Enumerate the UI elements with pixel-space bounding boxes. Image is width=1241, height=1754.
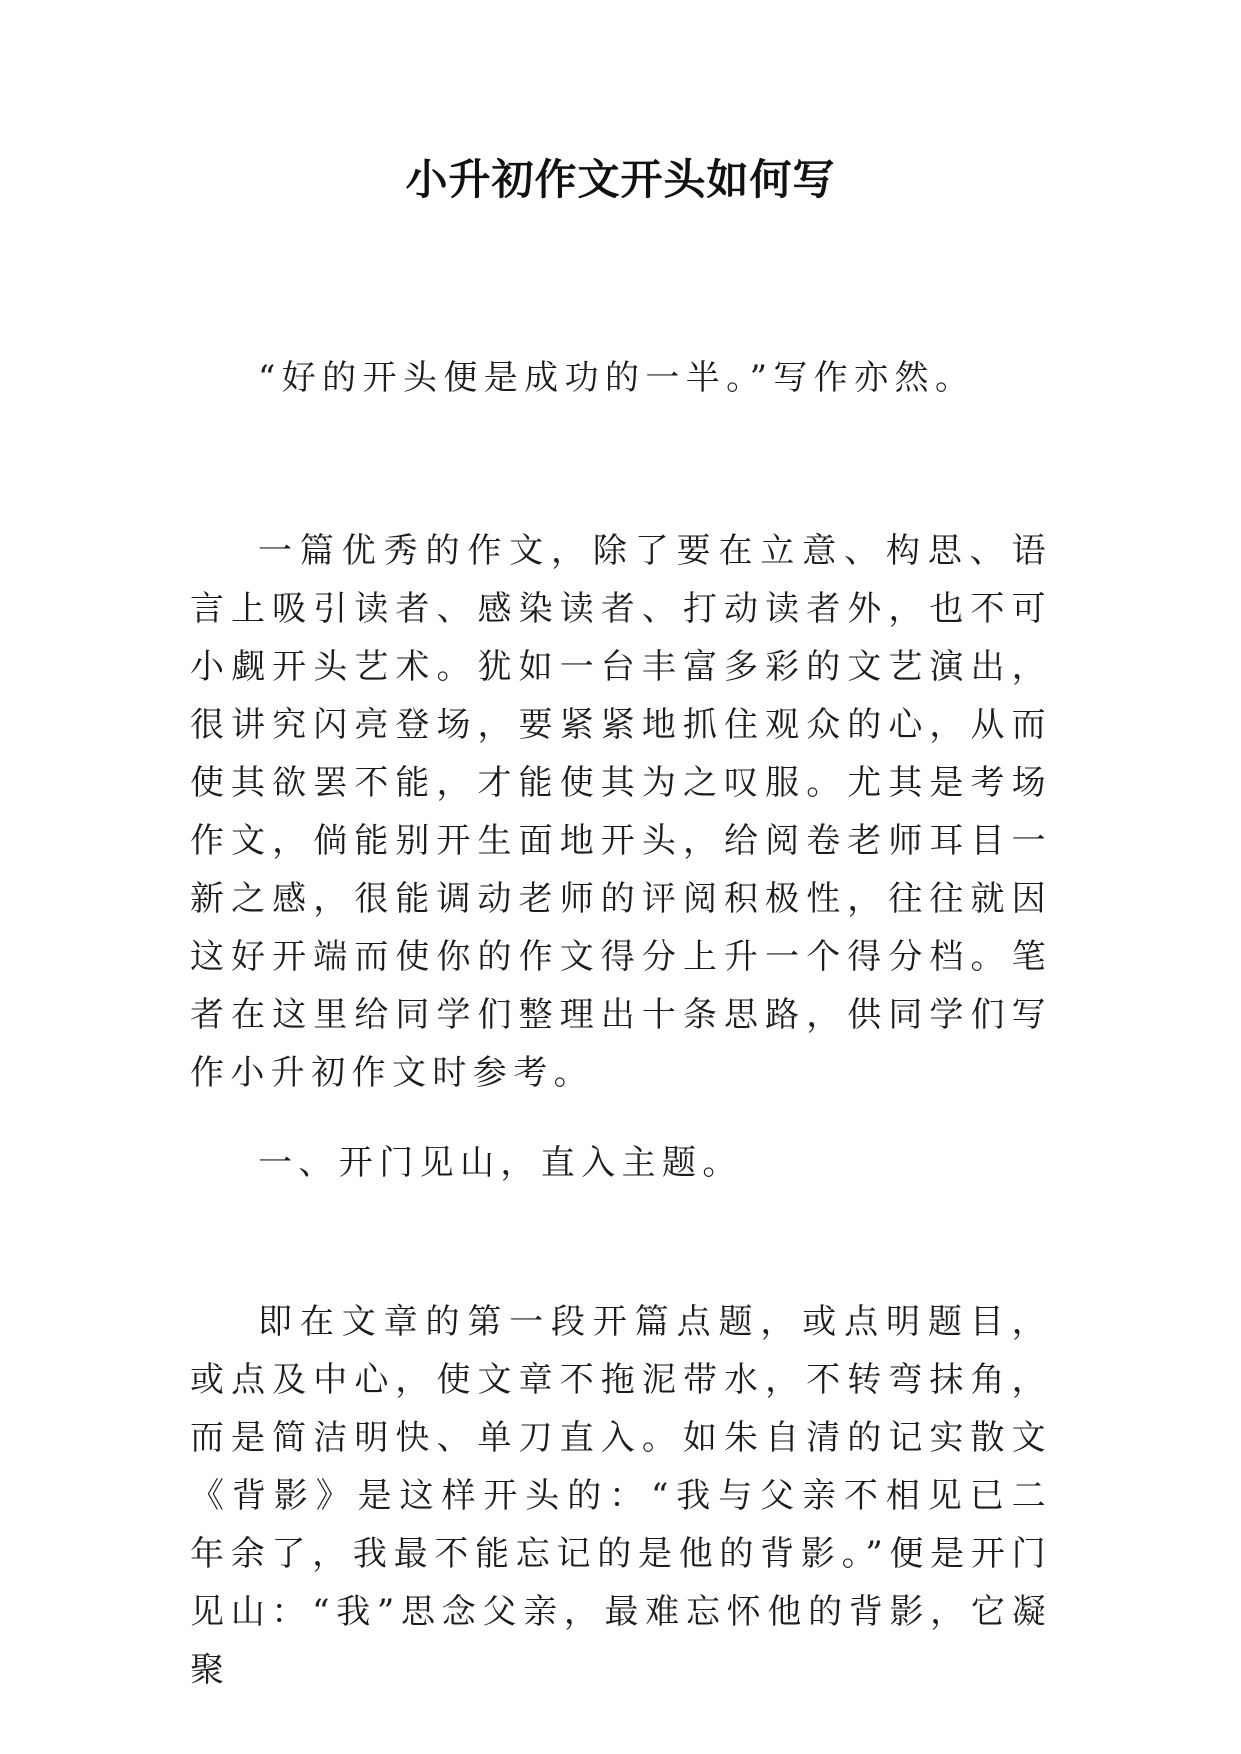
intro-paragraph: 一篇优秀的作文，除了要在立意、构思、语言上吸引读者、感染读者、打动读者外，也不可小觑开头艺术。犹如一台丰富多彩的文艺演出，很讲究闪亮登场，要紧紧地抓住观众的心，从而使其欲罢不能，才能使其为之叹服。尤其是考场作文，倘能别开生面地开头，给阅卷老师耳目一新之感，很能调动老师的评阅积极性，往往就因这好开端而使你的作文得分上升一个得分档。笔者在这里给同学们整理出十条思路，供同学们写作小升初作文时参考。	[190, 531, 1052, 1093]
section-body-paragraph: 即在文章的第一段开篇点题，或点明题目，或点及中心，使文章不拖泥带水，不转弯抹角，而是简洁明快、单刀直入。如朱自清的记实散文《背影》是这样开头的：“我与父亲不相见已二年余了，我最不能忘记的是他的背影。”便是开门见山：“我”思念父亲，最难忘怀他的背影，它凝聚	[190, 1302, 1052, 1690]
opening-quote-paragraph: “好的开头便是成功的一半。”写作亦然。	[258, 358, 976, 398]
section-heading-1: 一、开门见山，直入主题。	[258, 1143, 743, 1183]
document-title: 小升初作文开头如何写	[405, 155, 836, 204]
